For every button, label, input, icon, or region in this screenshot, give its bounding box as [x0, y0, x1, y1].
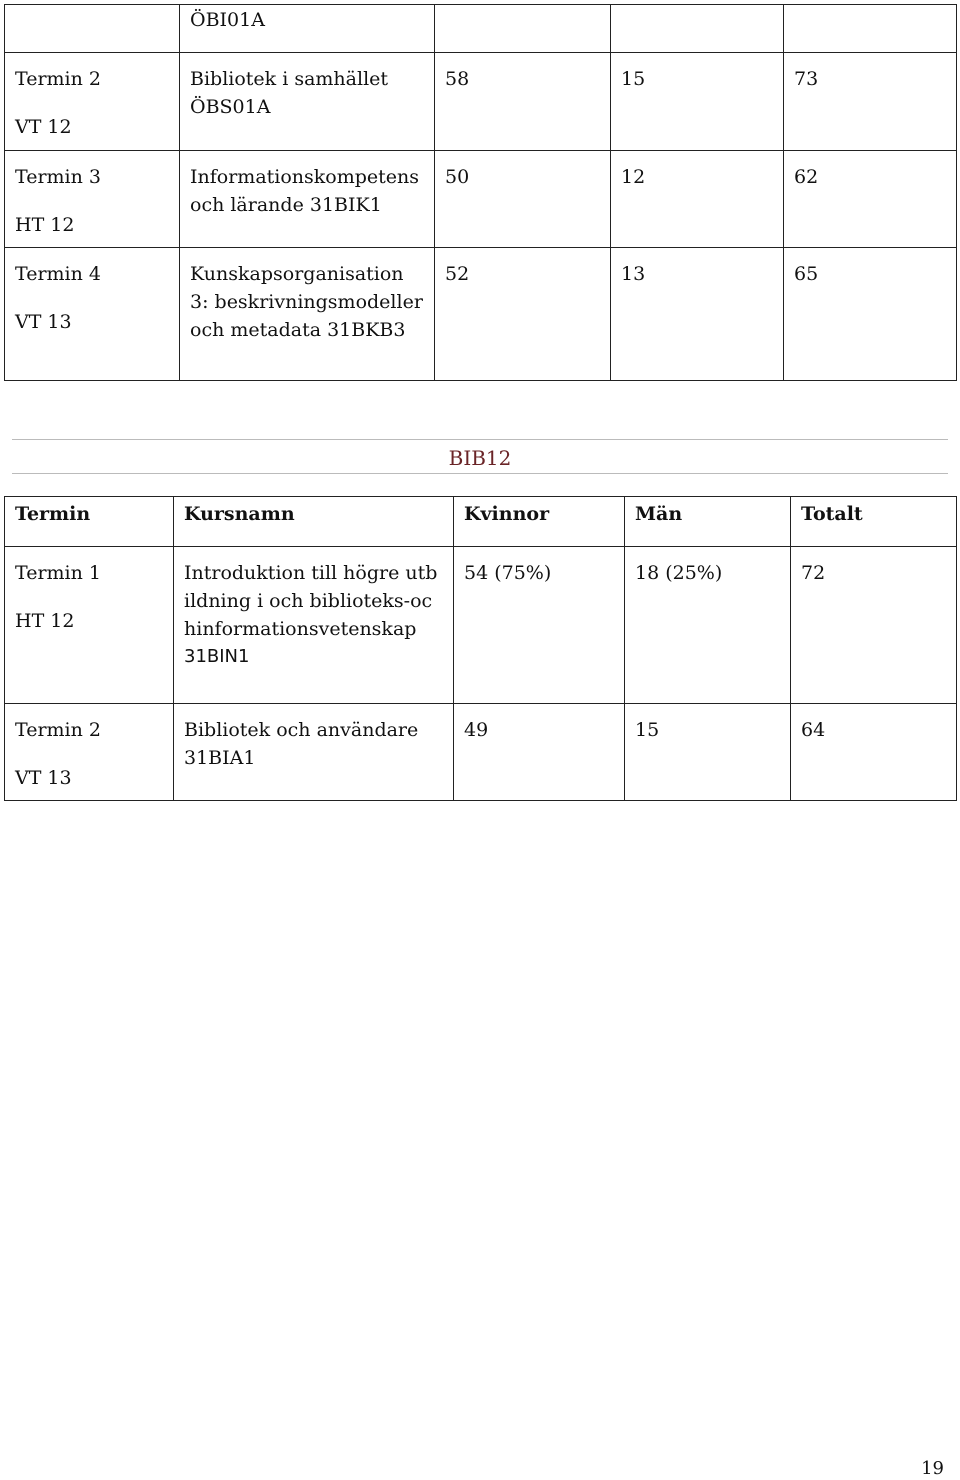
table-cell — [180, 5, 435, 53]
kvinnor-cell: 52 — [435, 248, 611, 381]
man-cell: 12 — [611, 151, 784, 248]
totalt-cell: 73 — [784, 53, 957, 151]
totalt-cell: 64 — [791, 704, 957, 801]
course-table-1 — [4, 4, 957, 381]
section-title: BIB12 — [448, 446, 512, 470]
termin-label: Termin 2 — [15, 719, 101, 741]
course-name: Informationskompetens och lärande 31BIK1 — [190, 166, 420, 216]
table-row — [5, 53, 957, 151]
course-cell — [174, 704, 454, 801]
header-kvinnor: Kvinnor — [454, 497, 625, 547]
termin-cell — [5, 248, 180, 381]
period-label: VT 13 — [15, 767, 72, 789]
course-code: 31BIN1 — [184, 646, 250, 667]
divider-top — [12, 439, 948, 440]
kvinnor-cell: 54 (75%) — [454, 547, 625, 704]
period-label: HT 12 — [15, 610, 75, 632]
table-cell — [5, 5, 180, 53]
course-cell — [180, 53, 435, 151]
course-table-2 — [4, 496, 957, 801]
man-cell: 18 (25%) — [625, 547, 791, 704]
period-label: VT 13 — [15, 311, 72, 333]
table-row — [5, 704, 957, 801]
course-name: Kunskapsorganisation 3: beskrivningsmodeller och metadata 31BKB3 — [190, 263, 423, 341]
table-row — [5, 547, 957, 704]
course-cell — [180, 151, 435, 248]
page-number: 19 — [921, 1458, 944, 1479]
header-totalt: Totalt — [791, 497, 957, 547]
termin-cell — [5, 151, 180, 248]
man-cell: 15 — [611, 53, 784, 151]
course-code: ÖBI01A — [190, 9, 265, 31]
header-man: Män — [625, 497, 791, 547]
table-row — [5, 151, 957, 248]
period-label: VT 12 — [15, 116, 72, 138]
termin-label: Termin 3 — [15, 166, 101, 188]
table-row — [5, 5, 957, 53]
table-cell — [611, 5, 784, 53]
termin-cell — [5, 53, 180, 151]
kvinnor-cell: 58 — [435, 53, 611, 151]
divider-bottom — [12, 473, 948, 474]
course-name: Bibliotek och användare 31BIA1 — [184, 719, 419, 769]
table-row — [5, 248, 957, 381]
totalt-cell: 72 — [791, 547, 957, 704]
man-cell: 13 — [611, 248, 784, 381]
header-kursnamn: Kursnamn — [174, 497, 454, 547]
man-cell: 15 — [625, 704, 791, 801]
termin-label: Termin 2 — [15, 68, 101, 90]
period-label: HT 12 — [15, 214, 75, 236]
termin-label: Termin 1 — [15, 562, 101, 584]
table-cell — [435, 5, 611, 53]
termin-cell — [5, 704, 174, 801]
termin-cell — [5, 547, 174, 704]
kvinnor-cell: 50 — [435, 151, 611, 248]
header-termin: Termin — [5, 497, 174, 547]
course-cell — [180, 248, 435, 381]
totalt-cell: 62 — [784, 151, 957, 248]
table-cell — [784, 5, 957, 53]
course-name: Introduktion till högre utbildning i och biblioteks-ochinformationsvetenskap — [184, 562, 438, 640]
course-cell — [174, 547, 454, 704]
termin-label: Termin 4 — [15, 263, 101, 285]
totalt-cell: 65 — [784, 248, 957, 381]
kvinnor-cell: 49 — [454, 704, 625, 801]
course-name: Bibliotek i samhället ÖBS01A — [190, 68, 389, 118]
table-header-row — [5, 497, 957, 547]
